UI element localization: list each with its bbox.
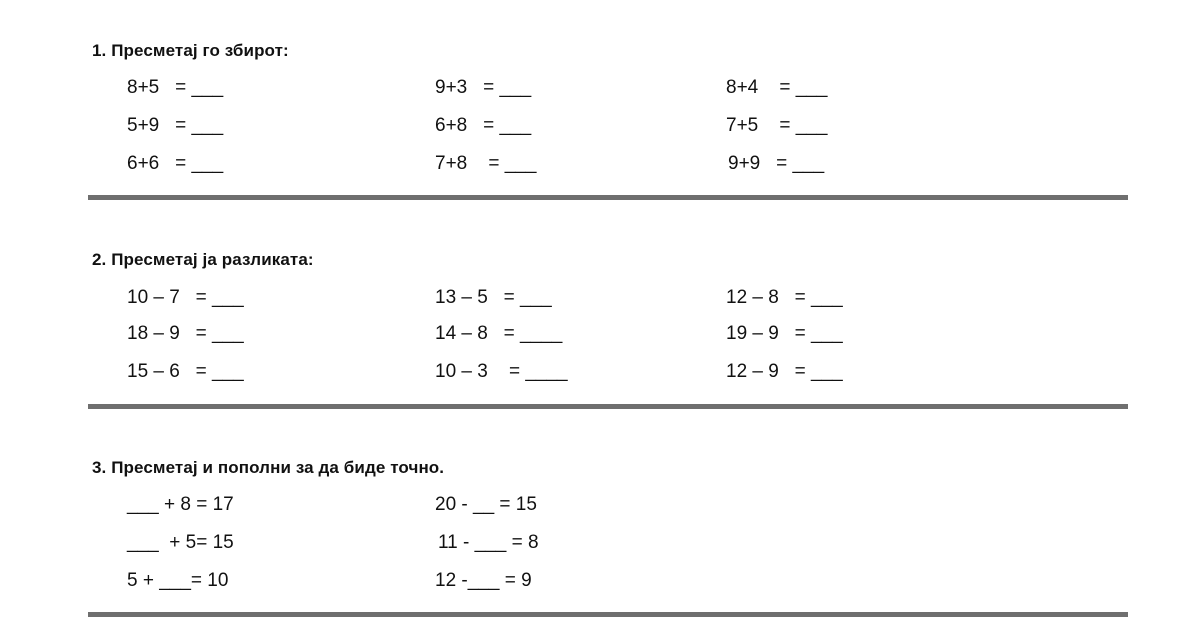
exercise: 9+9 = ___: [728, 153, 825, 174]
exercise: 6+8 = ___: [435, 115, 532, 136]
exercise: 10 – 7 = ___: [127, 287, 244, 308]
exercise: 12 -___ = 9: [435, 570, 532, 591]
exercise: 13 – 5 = ___: [435, 287, 552, 308]
exercise: 10 – 3 = ____: [435, 361, 568, 382]
exercise: 5+9 = ___: [127, 115, 224, 136]
exercise: 8+5 = ___: [127, 77, 224, 98]
section-divider: [88, 404, 1128, 409]
exercise: 9+3 = ___: [435, 77, 532, 98]
exercise: 15 – 6 = ___: [127, 361, 244, 382]
exercise: 18 – 9 = ___: [127, 323, 244, 344]
exercise: 8+4 = ___: [726, 77, 828, 98]
exercise: ___ + 5= 15: [127, 532, 234, 553]
exercise: 11 - ___ = 8: [438, 532, 539, 553]
exercise: 7+8 = ___: [435, 153, 537, 174]
exercise: 20 - __ = 15: [435, 494, 537, 515]
exercise: 19 – 9 = ___: [726, 323, 843, 344]
section-divider: [88, 195, 1128, 200]
exercise: 6+6 = ___: [127, 153, 224, 174]
section-heading: 2. Пресметај ја разликата:: [92, 250, 314, 269]
section-heading: 3. Пресметај и пополни за да биде точно.: [92, 458, 445, 477]
exercise: 5 + ___= 10: [127, 570, 229, 591]
exercise: 12 – 9 = ___: [726, 361, 843, 382]
exercise: 14 – 8 = ____: [435, 323, 563, 344]
section-divider: [88, 612, 1128, 617]
exercise: ___ + 8 = 17: [127, 494, 234, 515]
section-heading: 1. Пресметај го збирот:: [92, 41, 289, 60]
exercise: 7+5 = ___: [726, 115, 828, 136]
exercise: 12 – 8 = ___: [726, 287, 843, 308]
